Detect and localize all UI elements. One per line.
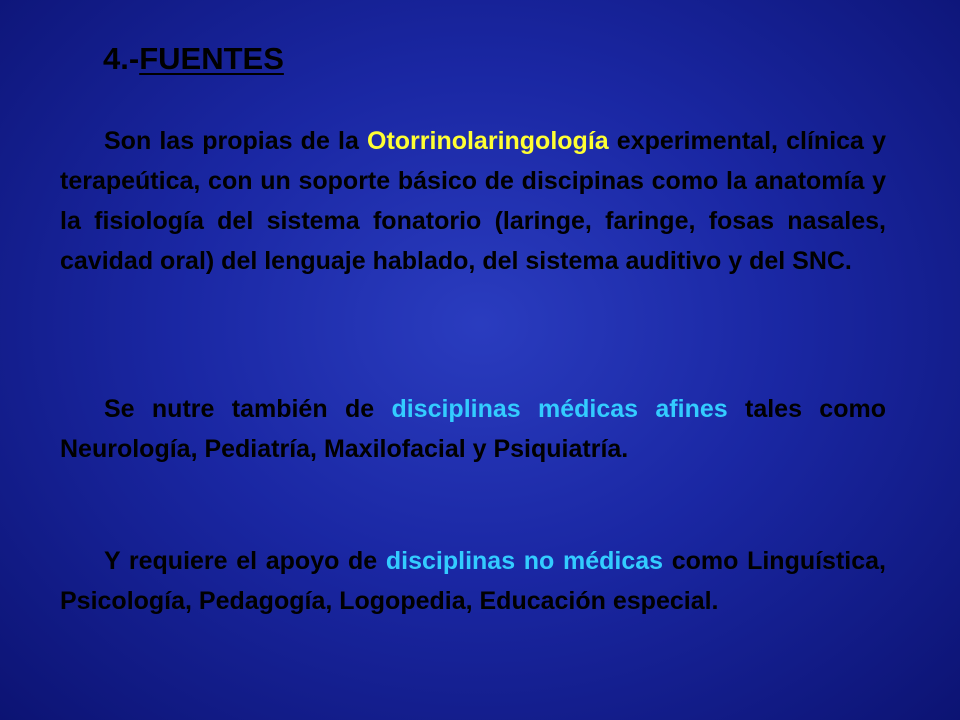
paragraph-nonmedical-before: Y requiere el apoyo de — [104, 547, 386, 575]
paragraph-sources — [60, 121, 886, 281]
slide-title — [103, 40, 284, 78]
highlight-otorrinolaringologia: Otorrinolaringología — [367, 127, 609, 155]
title-prefix: 4.- — [103, 41, 140, 76]
paragraph-medical-before: Se nutre también de — [104, 395, 392, 423]
highlight-disciplinas-medicas: disciplinas médicas afines — [391, 395, 728, 423]
title-main: FUENTES — [139, 41, 284, 76]
paragraph-sources-after: experimental, clínica y terapeútica, con un soporte básico de discipinas como la anatomía y la fisiología del sistema fonatorio (laringe, faringe, fosas nasales, cavidad oral) del lenguaje hablado, del sistema auditivo y del SNC. — [60, 127, 886, 275]
paragraph-medical-after: tales como Neurología, Pediatría, Maxilofacial y Psiquiatría. — [60, 395, 886, 463]
paragraph-non-medical-disciplines — [60, 541, 886, 621]
paragraph-nonmedical-after: como Linguística, Psicología, Pedagogía, Logopedia, Educación especial. — [60, 547, 886, 615]
paragraph-sources-before: Son las propias de la — [104, 127, 367, 155]
paragraph-medical-disciplines — [60, 389, 886, 469]
highlight-disciplinas-no-medicas: disciplinas no médicas — [385, 547, 664, 575]
